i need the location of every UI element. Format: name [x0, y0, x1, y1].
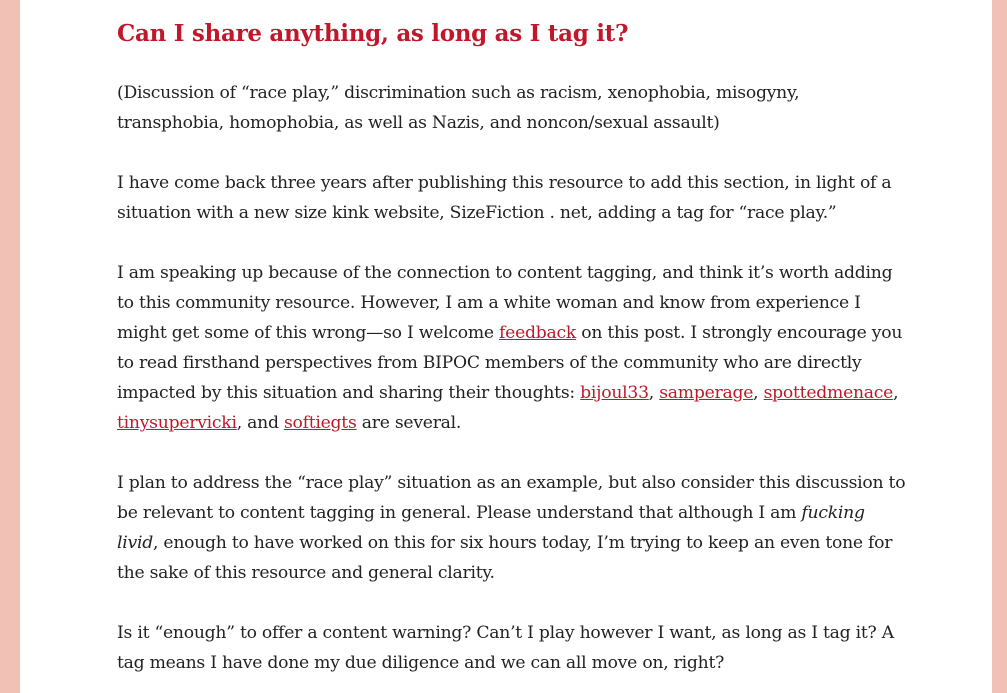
- article-content: [117, 0, 907, 678]
- paragraph-content-warning: (Discussion of “race play,” discrimination such as racism, xenophobia, misogyny, transphobia, homophobia, as well as Nazis, and noncon/sexual assault): [117, 83, 800, 133]
- link-bijoul33[interactable]: bijoul33: [580, 383, 649, 403]
- feedback-link[interactable]: feedback: [499, 323, 577, 343]
- link-softiegts[interactable]: softiegts: [283, 413, 357, 433]
- link-spottedmenace[interactable]: spottedmenace: [763, 383, 894, 403]
- paragraph-intro: I have come back three years after publishing this resource to add this section, in light of a situation with a new size kink website, SizeFiction . net, adding a tag for “race play.”: [117, 173, 892, 223]
- paragraph-plan: I plan to address the “race play” situation as an example, but also consider this discussion to be relevant to content tagging in general. Please understand that although I am fucking livid, enough to have worked on this for six hours today, I’m trying to keep an even tone for the sake of this resource and general clarity.: [117, 473, 906, 583]
- paragraph-context: I am speaking up because of the connection to content tagging, and think it’s worth adding to this community resource. However, I am a white woman and know from experience I might get some of this wrong—so I welcome feedback on this post. I strongly encourage you to read firsthand perspectives from BIPOC members of the community who are directly impacted by this situation and sharing their thoughts: bijoul33, samperage, spottedmenace, tinysupervicki, and softiegts are several.: [117, 263, 903, 433]
- article-page: [20, 0, 992, 693]
- section-heading: Can I share anything, as long as I tag it?: [117, 20, 629, 47]
- paragraph-question: Is it “enough” to offer a content warning? Can’t I play however I want, as long as I tag it? A tag means I have done my due diligence and we can all move on, right?: [117, 623, 894, 673]
- emphasis-text: fucking livid: [117, 503, 865, 553]
- link-tinysupervicki[interactable]: tinysupervicki: [117, 413, 237, 433]
- link-samperage[interactable]: samperage: [659, 383, 754, 403]
- scrollbar[interactable]: [992, 0, 1007, 693]
